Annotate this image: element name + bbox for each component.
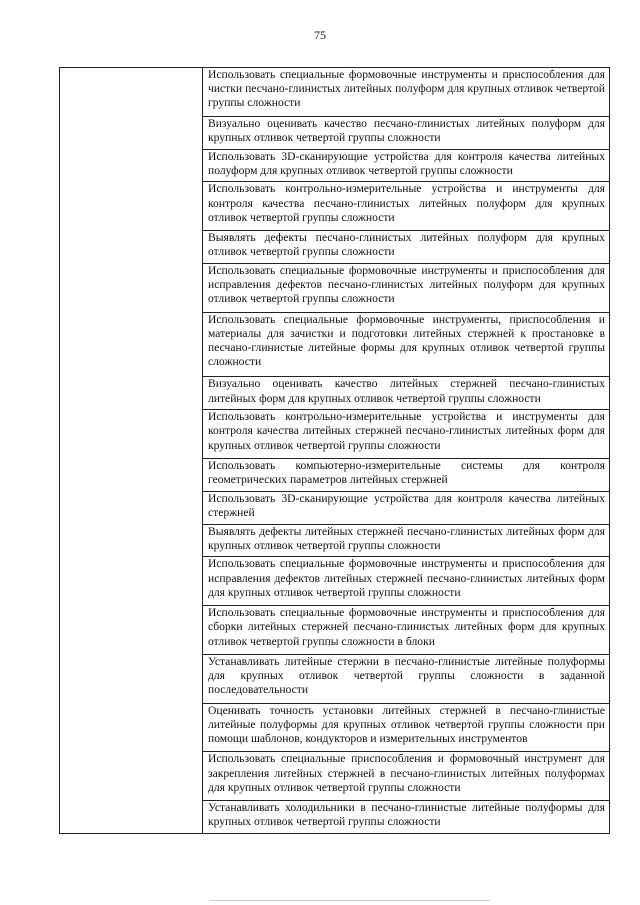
table-row [60,68,610,834]
skill-item: Использовать специальные формовочные инструменты и приспособления для чистки песчано-глинистых литейных полуформ для крупных отливок четвертой группы сложности [203,68,609,116]
page-number: 75 [314,28,326,42]
skill-item: Устанавливать литейные стержни в песчано-глинистые литейные полуформы для крупных отливок четвертой группы сложности в заданной последовательности [203,654,609,703]
skill-item: Использовать специальные формовочные инструменты, приспособления и материалы для зачистки и подготовки литейных стержней к простановке в песчано-глинистые литейные формы для крупных отливок четвертой группы сложности [203,312,609,377]
skill-item: Использовать 3D-сканирующие устройства для контроля качества литейных стержней [203,491,609,524]
skill-item: Визуально оценивать качество песчано-глинистых литейных полуформ для крупных отливок четвертой группы сложности [203,116,609,149]
skill-item: Выявлять дефекты литейных стержней песчано-глинистых литейных форм для крупных отливок четвертой группы сложности [203,524,609,557]
skill-item: Использовать специальные формовочные инструменты и приспособления для исправления дефектов песчано-глинистых литейных полуформ для крупных отливок четвертой группы сложности [203,263,609,312]
skill-item: Использовать специальные формовочные инструменты и приспособления для сборки литейных стержней песчано-глинистых литейных форм для крупных отливок четвертой группы сложности в блоки [203,606,609,655]
skill-item: Использовать компьютерно-измерительные системы для контроля геометрических параметров литейных стержней [203,458,609,491]
skills-table [59,67,610,834]
left-column-cell [60,68,203,834]
skill-item: Выявлять дефекты песчано-глинистых литейных полуформ для крупных отливок четвертой группы сложности [203,231,609,264]
skills-list [203,68,609,833]
skill-item: Использовать контрольно-измерительные устройства и инструменты для контроля качества литейных стержней песчано-глинистых литейных форм для крупных отливок четвертой группы сложности [203,410,609,459]
skill-item: Устанавливать холодильники в песчано-глинистые литейные полуформы для крупных отливок четвертой группы сложности [208,801,605,829]
skill-item: Оценивать точность установки литейных стержней в песчано-глинистые литейные полуформы для крупных отливок четвертой группы сложности при помощи шаблонов, кондукторов и измерительных инструментов [203,703,609,752]
skill-item: Использовать 3D-сканирующие устройства для контроля качества литейных полуформ для крупных отливок четвертой группы сложности [203,149,609,182]
skill-item: Визуально оценивать качество литейных стержней песчано-глинистых литейных форм для крупных отливок четвертой группы сложности [203,377,609,410]
skill-item: Использовать специальные формовочные инструменты и приспособления для исправления дефектов литейных стержней песчано-глинистых литейных форм для крупных отливок четвертой группы сложности [203,557,609,606]
skill-item: Использовать контрольно-измерительные устройства и инструменты для контроля качества песчано-глинистых литейных полуформ для крупных отливок четвертой группы сложности [203,182,609,231]
scan-edge-line [210,900,490,901]
right-column-cell [203,68,610,834]
skill-item: Использовать специальные приспособления и формовочный инструмент для закрепления литейных стержней в песчано-глинистых литейных полуформах для крупных отливок четвертой группы сложности [203,752,609,801]
